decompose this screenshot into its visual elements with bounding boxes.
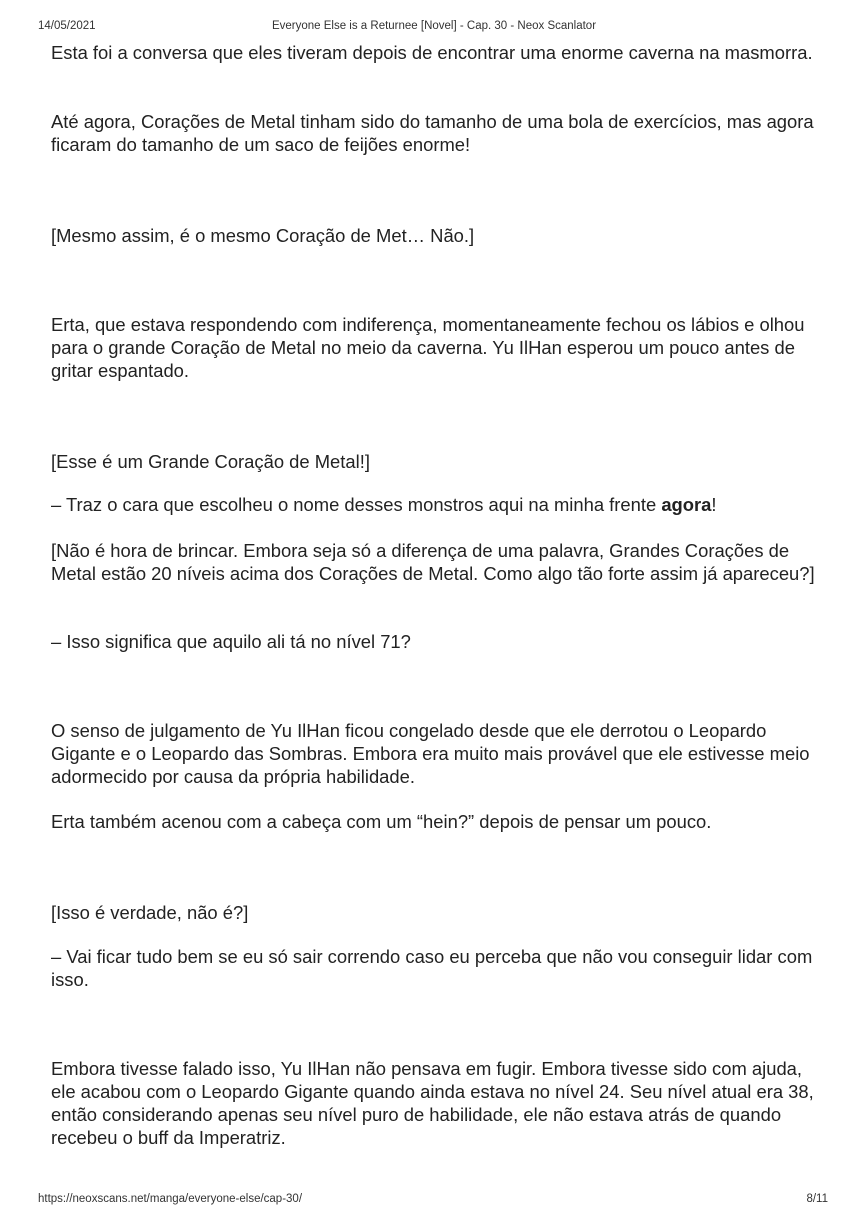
dialogue-line: – Isso significa que aquilo ali tá no nível 71? <box>51 631 411 652</box>
paragraph: Esta foi a conversa que eles tiveram depois de encontrar uma enorme caverna na masmorra. <box>51 42 813 63</box>
shout-text: – Traz o cara que escolheu o nome desses monstros aqui na minha frente <box>51 494 662 515</box>
paragraph: Embora tivesse falado isso, Yu IlHan não pensava em fugir. Embora tivesse sido com ajuda, ele acabou com o Leopardo Gigante quando ainda estava no nível 24. Seu nível atual era 38, então considerando apenas seu nível puro de habilidade, ele não estava atrás de quando recebeu o buff da Imperatriz. <box>51 1058 814 1148</box>
shout-emphasis: agora <box>661 494 712 515</box>
paragraph: Erta, que estava respondendo com indiferença, momentaneamente fechou os lábios e olhou para o grande Coração de Metal no meio da caverna. Yu IlHan esperou um pouco antes de gritar espantado. <box>51 314 805 381</box>
dialogue-line: – Vai ficar tudo bem se eu só sair correndo caso eu perceba que não vou conseguir lidar com isso. <box>51 946 813 990</box>
paragraph: Erta também acenou com a cabeça com um “hein?” depois de pensar um pouco. <box>51 811 712 832</box>
dialogue-line: [Mesmo assim, é o mesmo Coração de Met… Não.] <box>51 225 475 246</box>
dialogue-line <box>51 493 831 516</box>
dialogue-line: [Isso é verdade, não é?] <box>51 902 249 923</box>
document-title: Everyone Else is a Returnee [Novel] - Cap. 30 - Neox Scanlator <box>271 20 597 32</box>
page-number: 8/11 <box>806 1193 828 1205</box>
page-url: https://neoxscans.net/manga/everyone-else/cap-30/ <box>38 1193 303 1205</box>
shout-end: ! <box>711 494 717 515</box>
dialogue-line: [Não é hora de brincar. Embora seja só a diferença de uma palavra, Grandes Corações de Metal estão 20 níveis acima dos Corações de Metal. Como algo tão forte assim já apareceu?] <box>51 540 815 584</box>
dialogue-line: [Esse é um Grande Coração de Metal!] <box>51 451 370 472</box>
paragraph: Até agora, Corações de Metal tinham sido do tamanho de uma bola de exercícios, mas agora ficaram do tamanho de um saco de feijões enorme! <box>51 111 814 155</box>
print-date: 14/05/2021 <box>38 20 96 32</box>
paragraph: O senso de julgamento de Yu IlHan ficou congelado desde que ele derrotou o Leopardo Gigante e o Leopardo das Sombras. Embora era muito mais provável que ele estivesse meio adormecido por causa da própria habilidade. <box>51 720 810 787</box>
